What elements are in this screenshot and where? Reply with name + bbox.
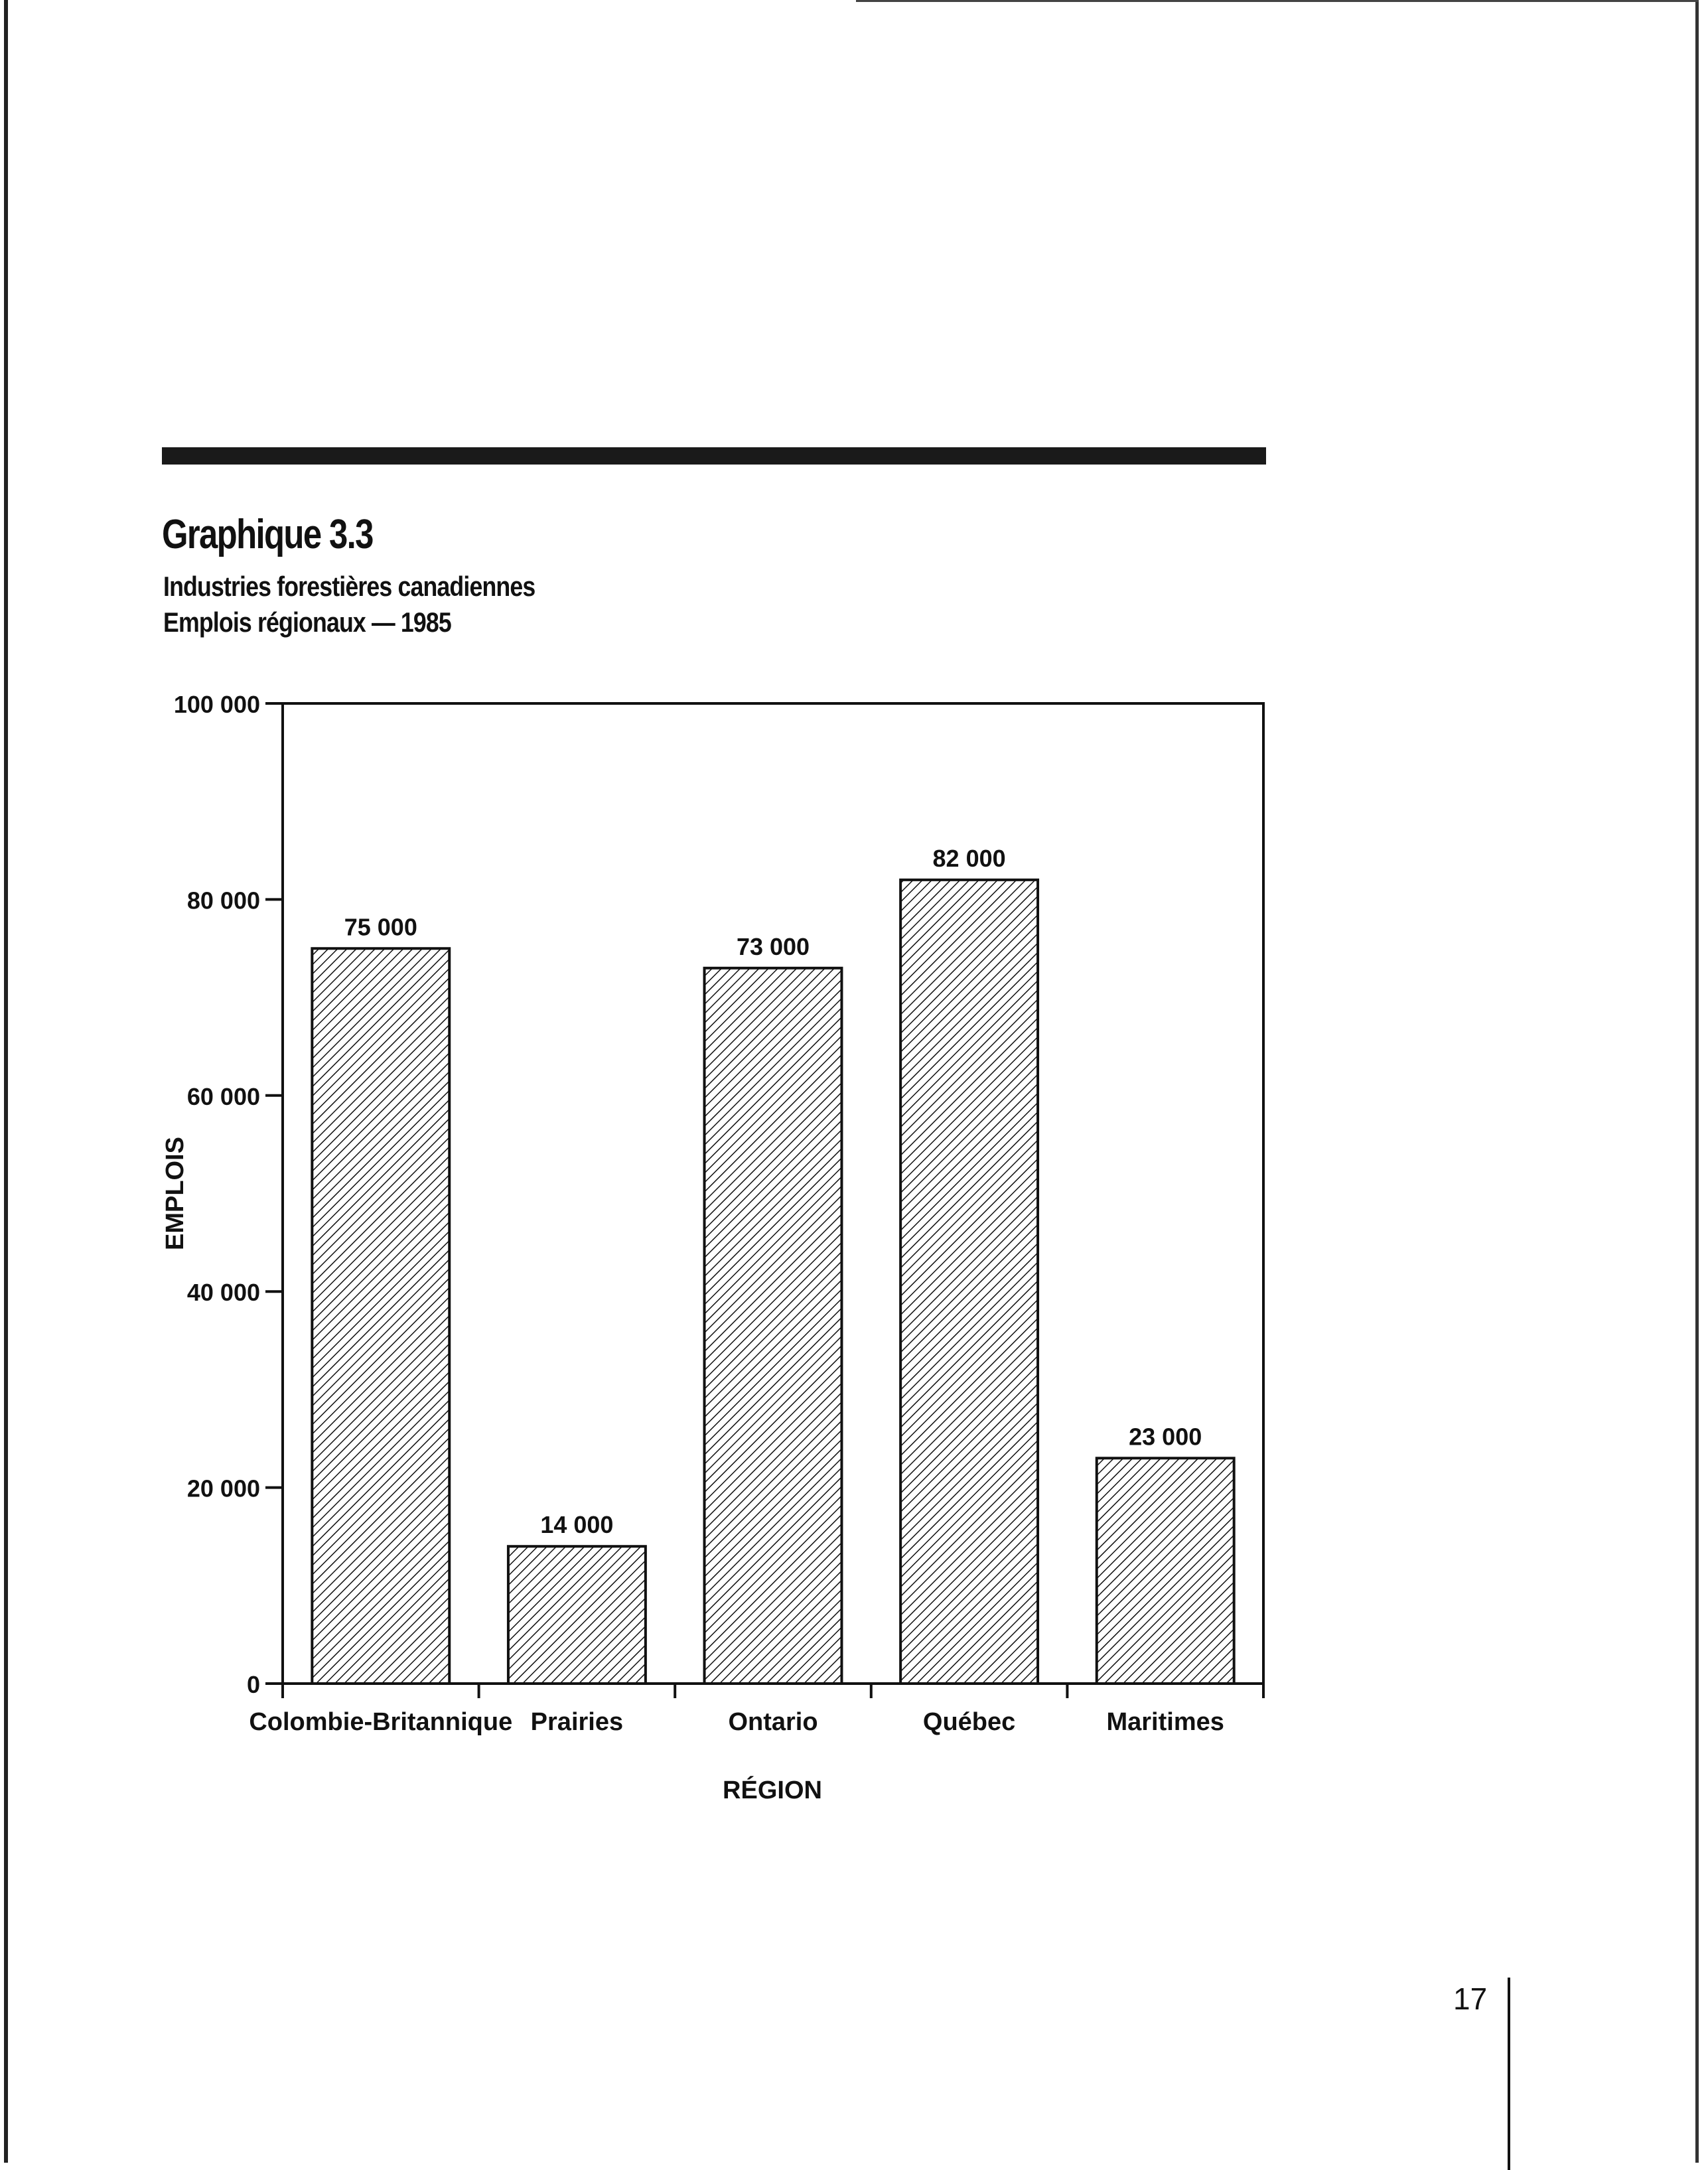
bar-value-label: 82 000 [932,844,1006,872]
bar [705,968,842,1684]
page-number-rule [1508,1978,1510,2170]
x-tick-label: Prairies [530,1708,624,1736]
y-tick-label: 80 000 [186,887,260,914]
bar-value-label: 23 000 [1129,1423,1202,1451]
x-tick-label: Québec [922,1708,1016,1736]
bar-value-label: 73 000 [736,932,810,960]
figure-title: Graphique 3.3 [162,512,373,557]
bar [1097,1458,1234,1684]
y-tick-label: 100 000 [173,691,260,718]
y-tick-label: 20 000 [186,1475,260,1502]
bar [900,880,1038,1684]
bar-value-label: 14 000 [540,1511,614,1539]
bar-value-label: 75 000 [344,913,417,941]
figure-subtitle-2: Emplois régionaux — 1985 [163,607,451,638]
x-axis-title: RÉGION [723,1776,822,1804]
figure-subtitle-1: Industries forestières canadiennes [163,571,535,602]
page-number: 17 [1453,1982,1488,2016]
y-tick-label: 0 [246,1671,260,1698]
bar [312,948,449,1684]
bar [508,1546,646,1684]
y-tick-label: 60 000 [186,1082,260,1110]
x-tick-label: Colombie-Britannique [249,1708,513,1736]
y-axis-title: EMPLOIS [161,1136,189,1251]
x-tick-label: Maritimes [1106,1708,1224,1736]
y-tick-label: 40 000 [186,1279,260,1307]
x-tick-label: Ontario [728,1708,818,1736]
